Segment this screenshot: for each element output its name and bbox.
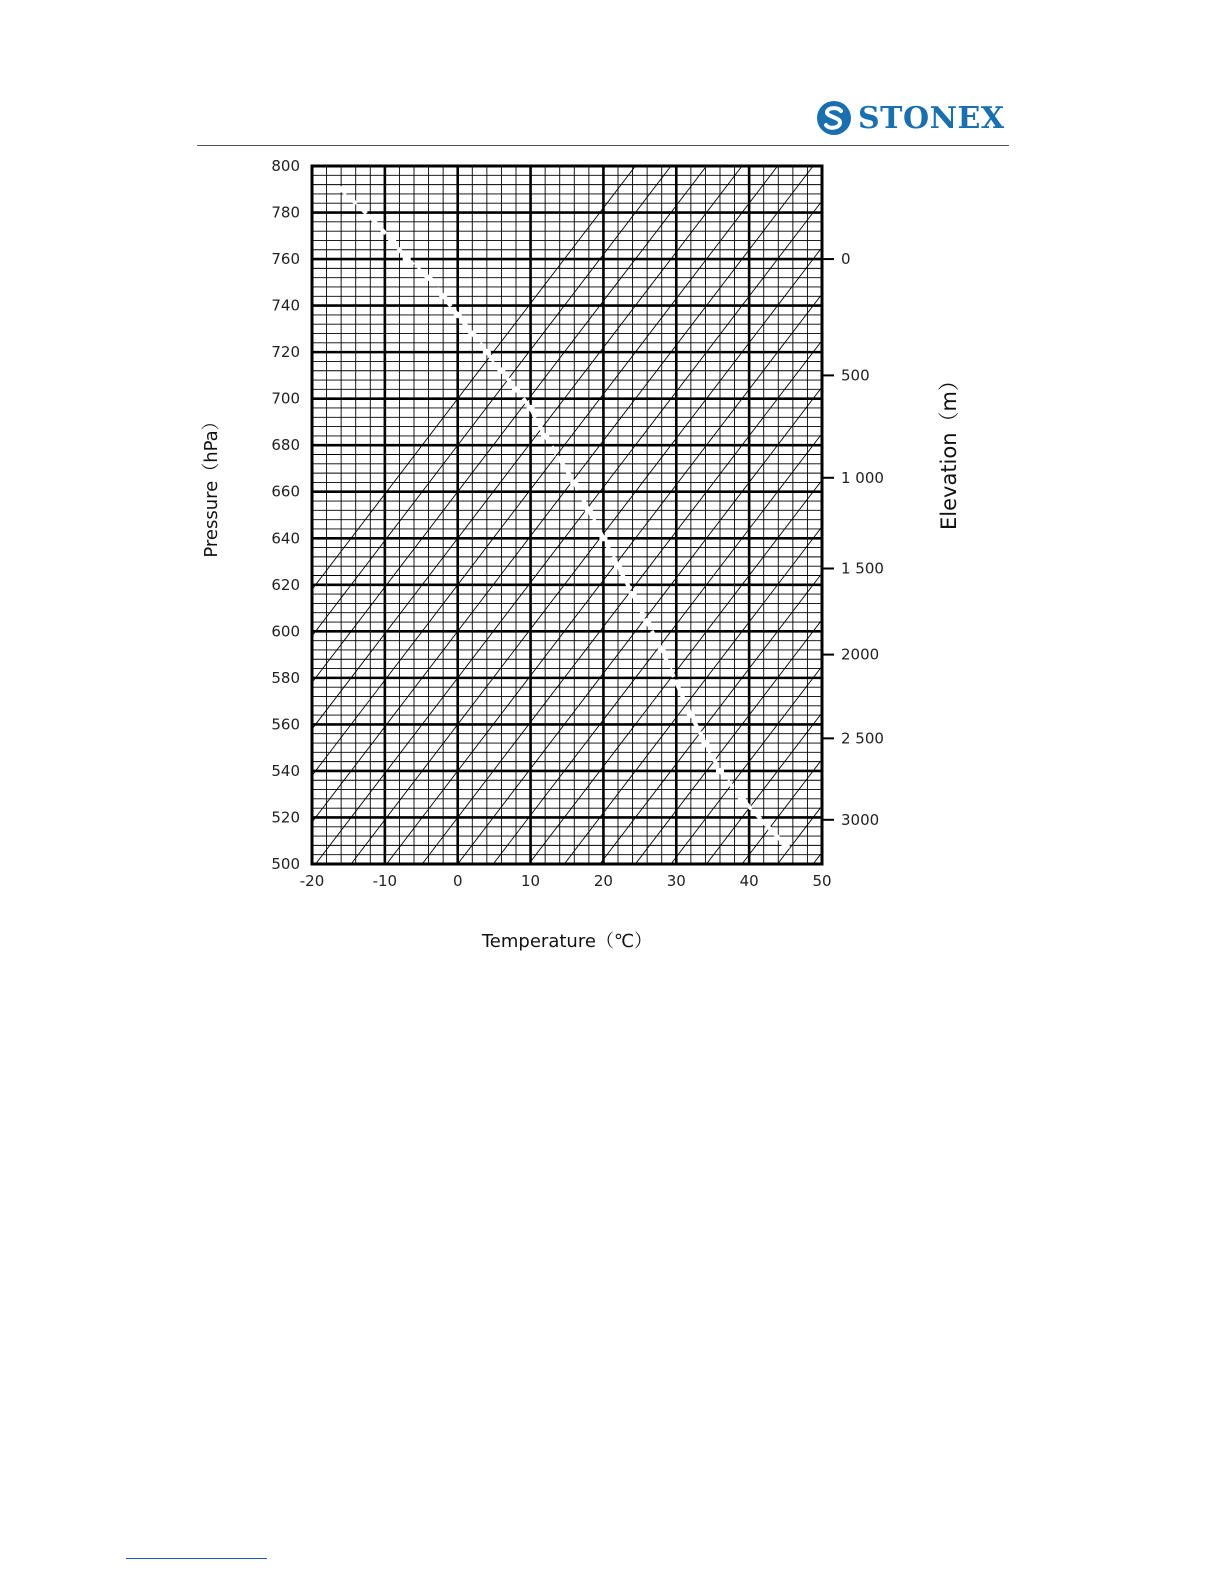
x-tick-label: 40 xyxy=(739,872,759,890)
x-tick-label: 0 xyxy=(452,872,463,890)
correction-line xyxy=(312,527,822,1000)
y-tick-label: 720 xyxy=(271,343,300,362)
x-tick-labels xyxy=(300,872,832,890)
correction-line xyxy=(312,480,822,1000)
correction-lines xyxy=(312,0,822,1000)
elevation-tick-label: 1 500 xyxy=(841,559,884,578)
elevation-tick-label: 2000 xyxy=(841,645,880,664)
reference-point xyxy=(672,680,680,686)
x-tick-label: 50 xyxy=(812,872,832,890)
y-tick-labels xyxy=(271,157,300,873)
correction-line xyxy=(312,247,822,915)
reference-point xyxy=(599,535,607,541)
reference-point xyxy=(629,591,637,597)
y-tick-label: 800 xyxy=(271,157,300,175)
major-grid xyxy=(312,166,822,864)
x-tick-label: 30 xyxy=(666,872,686,890)
reference-point xyxy=(760,819,768,825)
elevation-tick-labels xyxy=(822,250,884,829)
footer-divider xyxy=(126,1558,267,1559)
reference-point xyxy=(497,368,505,374)
y-tick-label: 700 xyxy=(271,389,300,408)
y-tick-label: 500 xyxy=(271,855,300,873)
y-tick-label: 660 xyxy=(271,482,300,501)
reference-point xyxy=(512,386,520,392)
correction-line xyxy=(312,108,822,776)
y-tick-label: 760 xyxy=(271,250,300,269)
reference-point xyxy=(425,275,433,281)
reference-point xyxy=(439,293,447,299)
x-axis-title: Temperature（℃） xyxy=(481,931,653,952)
correction-line xyxy=(312,0,822,636)
correction-line xyxy=(312,434,822,1000)
x-tick-label: -20 xyxy=(299,872,325,890)
reference-point xyxy=(658,647,666,653)
reference-point xyxy=(454,312,462,318)
reference-point xyxy=(716,768,724,774)
reference-point xyxy=(541,433,549,439)
reference-point xyxy=(585,507,593,513)
plot-frame xyxy=(312,166,822,864)
y-tick-label: 780 xyxy=(271,203,300,222)
reference-point xyxy=(643,619,651,625)
elevation-tick-label: 2 500 xyxy=(841,729,884,748)
reference-point xyxy=(738,796,746,802)
x-tick-label: -10 xyxy=(372,872,398,890)
correction-line xyxy=(312,61,822,729)
brand-name: STONEX xyxy=(858,100,1005,136)
reference-point xyxy=(483,349,491,355)
elevation-axis-title: Elevation（m） xyxy=(937,369,961,531)
reference-point xyxy=(527,405,535,411)
elevation-tick-label: 500 xyxy=(841,366,870,385)
reference-point xyxy=(687,712,695,718)
reference-point xyxy=(337,186,345,192)
correction-line xyxy=(312,713,822,1000)
reference-point xyxy=(366,214,374,220)
y-tick-label: 680 xyxy=(271,436,300,455)
reference-point xyxy=(468,331,476,337)
correction-line xyxy=(312,945,822,1000)
elevation-tick-label: 1 000 xyxy=(841,468,884,487)
elevation-tick-label: 0 xyxy=(841,250,851,269)
correction-line xyxy=(312,806,822,1000)
correction-line xyxy=(312,992,822,1000)
minor-grid xyxy=(312,166,822,864)
elevation-tick-label: 3000 xyxy=(841,810,880,829)
correction-line xyxy=(312,341,822,1001)
y-axis-title: Pressure（hPa） xyxy=(201,412,222,558)
reference-point xyxy=(701,740,709,746)
y-tick-label: 600 xyxy=(271,622,300,641)
y-tick-label: 540 xyxy=(271,761,300,780)
reference-point xyxy=(614,563,622,569)
correction-line xyxy=(312,154,822,822)
reference-point xyxy=(403,256,411,262)
correction-line xyxy=(312,387,822,1000)
reference-point xyxy=(782,842,790,848)
x-tick-label: 20 xyxy=(593,872,613,890)
correction-line xyxy=(312,294,822,962)
reference-point xyxy=(556,456,564,462)
y-tick-label: 620 xyxy=(271,575,300,594)
reference-point xyxy=(570,479,578,485)
reference-point xyxy=(388,237,396,243)
y-tick-label: 640 xyxy=(271,529,300,548)
y-tick-label: 740 xyxy=(271,296,300,315)
reference-dashes xyxy=(341,189,785,845)
y-tick-label: 560 xyxy=(271,715,300,734)
correction-line xyxy=(312,201,822,869)
y-tick-label: 520 xyxy=(271,808,300,827)
correction-line xyxy=(312,15,822,683)
y-tick-label: 580 xyxy=(271,668,300,687)
x-tick-label: 10 xyxy=(521,872,541,890)
